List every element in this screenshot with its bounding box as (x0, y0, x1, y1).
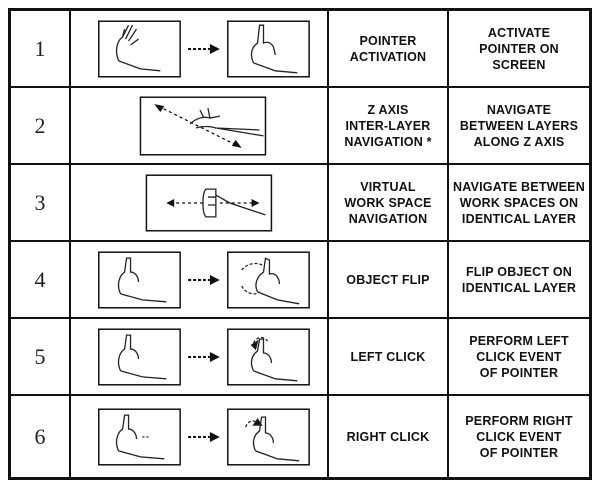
gesture-name (329, 11, 449, 86)
gesture-description-text: NAVIGATE BETWEEN LAYERS ALONG Z AXIS (459, 102, 579, 149)
gesture-illustration (71, 242, 329, 317)
gesture-description (449, 11, 589, 86)
gesture-name (329, 165, 449, 240)
gesture-name (329, 396, 449, 477)
row-number: 5 (11, 319, 71, 394)
pointing-hand-icon (252, 25, 298, 73)
table-row (11, 396, 589, 477)
gesture-illustration (71, 396, 329, 477)
table-row (11, 88, 589, 165)
gesture-description-text: ACTIVATE POINTER ON SCREEN (479, 25, 559, 72)
gesture-name (329, 319, 449, 394)
gesture-illustration (71, 165, 329, 240)
gesture-description-text: NAVIGATE BETWEEN WORK SPACES ON IDENTICAL LAYER (453, 179, 585, 226)
table-row (11, 165, 589, 242)
gesture-name-text: Z AXIS INTER-LAYER NAVIGATION * (344, 102, 432, 149)
flip-hand-icon (242, 258, 300, 304)
gesture-description (449, 242, 589, 317)
table-row (11, 11, 589, 88)
open-hand-icon (117, 25, 161, 71)
gesture-illustration (71, 11, 329, 86)
gesture-name (329, 88, 449, 163)
row-number: 6 (11, 396, 71, 477)
gesture-name (329, 242, 449, 317)
gesture-description-text: PERFORM LEFT CLICK EVENT OF POINTER (469, 333, 569, 380)
gesture-illustration (71, 88, 329, 163)
gesture-description (449, 319, 589, 394)
left-click-hand-icon (252, 338, 298, 381)
row-number: 2 (11, 88, 71, 163)
gesture-name-text: OBJECT FLIP (346, 272, 430, 287)
row-number: 3 (11, 165, 71, 240)
grab-hand-icon (190, 108, 263, 136)
index-hand-icon (117, 415, 165, 459)
gesture-description (449, 396, 589, 477)
gesture-illustration (71, 319, 329, 394)
row-number: 1 (11, 11, 71, 86)
gesture-table (8, 8, 592, 480)
gesture-name-text: POINTER ACTIVATION (349, 33, 427, 64)
gesture-description (449, 165, 589, 240)
gesture-description-text: PERFORM RIGHT CLICK EVENT OF POINTER (465, 413, 573, 460)
row-number: 4 (11, 242, 71, 317)
table-row (11, 242, 589, 319)
gesture-name-text: RIGHT CLICK (346, 429, 430, 444)
index-hand-icon (119, 335, 167, 379)
gesture-description-text: FLIP OBJECT ON IDENTICAL LAYER (461, 264, 577, 295)
index-hand-icon (119, 258, 167, 302)
gesture-description (449, 88, 589, 163)
right-click-hand-icon (246, 417, 300, 461)
gesture-name-text: VIRTUAL WORK SPACE NAVIGATION (344, 179, 432, 226)
table-row (11, 319, 589, 396)
gesture-name-text: LEFT CLICK (350, 349, 426, 364)
